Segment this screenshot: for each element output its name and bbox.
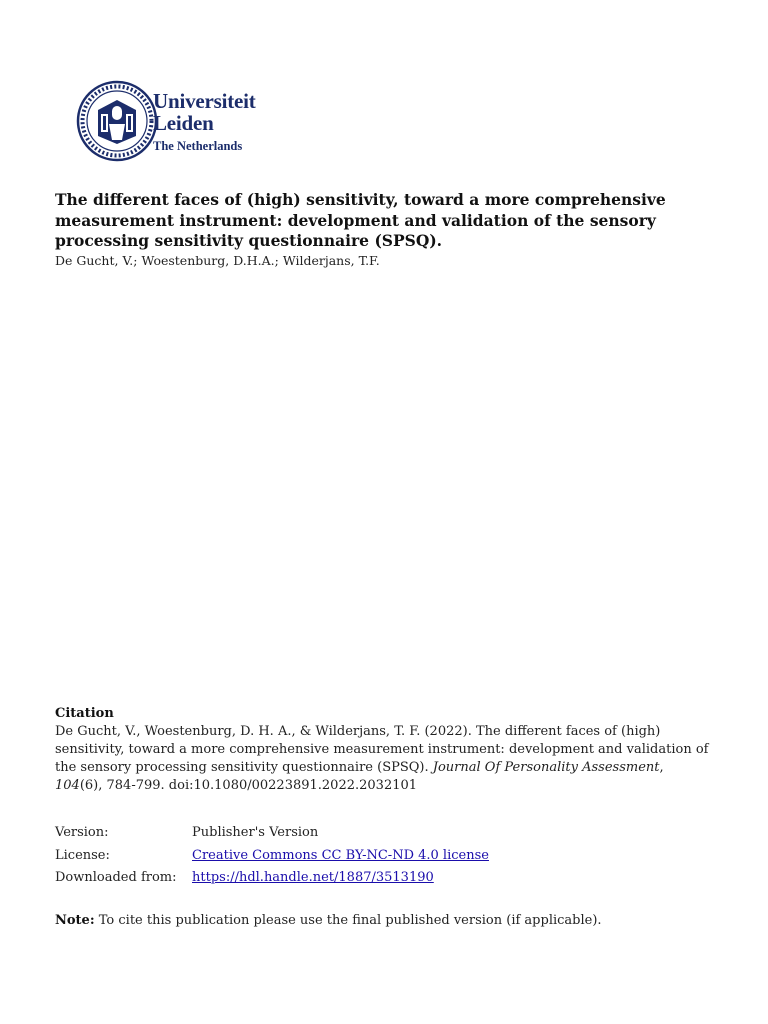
citation-text — [55, 723, 715, 795]
citation-separator: , — [659, 760, 664, 775]
citation-pages-doi: (6), 784-799. doi:10.1080/00223891.2022.2032101 — [79, 778, 418, 793]
downloaded-label: Downloaded from: — [55, 870, 177, 885]
citation-main: De Gucht, V., Woestenburg, D. H. A., & Wilderjans, T. F. (2022). The different faces of (high) sensitivity, toward a more comprehensive measurement instrument: development and validation of the sensory processing sensitivity questionnaire (SPSQ). — [55, 724, 709, 775]
logo-country: The Netherlands — [153, 139, 243, 153]
note-body: To cite this publication please use the final published version (if applicable). — [94, 913, 602, 928]
document-authors: De Gucht, V.; Woestenburg, D.H.A.; Wilderjans, T.F. — [55, 253, 380, 268]
version-label: Version: — [55, 825, 109, 840]
document-title: The different faces of (high) sensitivity, toward a more comprehensive measurement instrument: development and validation of the sensory processing sensitivity questionnaire (SPSQ). — [55, 190, 666, 250]
citation-journal: Journal Of Personality Assessment — [432, 760, 660, 775]
logo-university-word: Universiteit — [153, 89, 256, 113]
license-row — [55, 845, 715, 868]
citation-volume: 104 — [55, 778, 80, 793]
logo-city-word: Leiden — [153, 111, 214, 135]
university-seal-icon — [76, 80, 158, 162]
university-logo — [76, 80, 276, 162]
license-link[interactable]: Creative Commons CC BY-NC-ND 4.0 license — [192, 847, 489, 863]
note-label: Note: — [55, 913, 95, 928]
citation-heading: Citation — [55, 706, 114, 721]
note-text — [55, 912, 602, 930]
handle-link[interactable]: https://hdl.handle.net/1887/3513190 — [192, 870, 434, 885]
version-value: Publisher's Version — [192, 825, 319, 840]
publication-metadata — [55, 822, 715, 890]
downloaded-row — [55, 867, 715, 890]
version-row — [55, 822, 715, 845]
license-label: License: — [55, 847, 110, 863]
